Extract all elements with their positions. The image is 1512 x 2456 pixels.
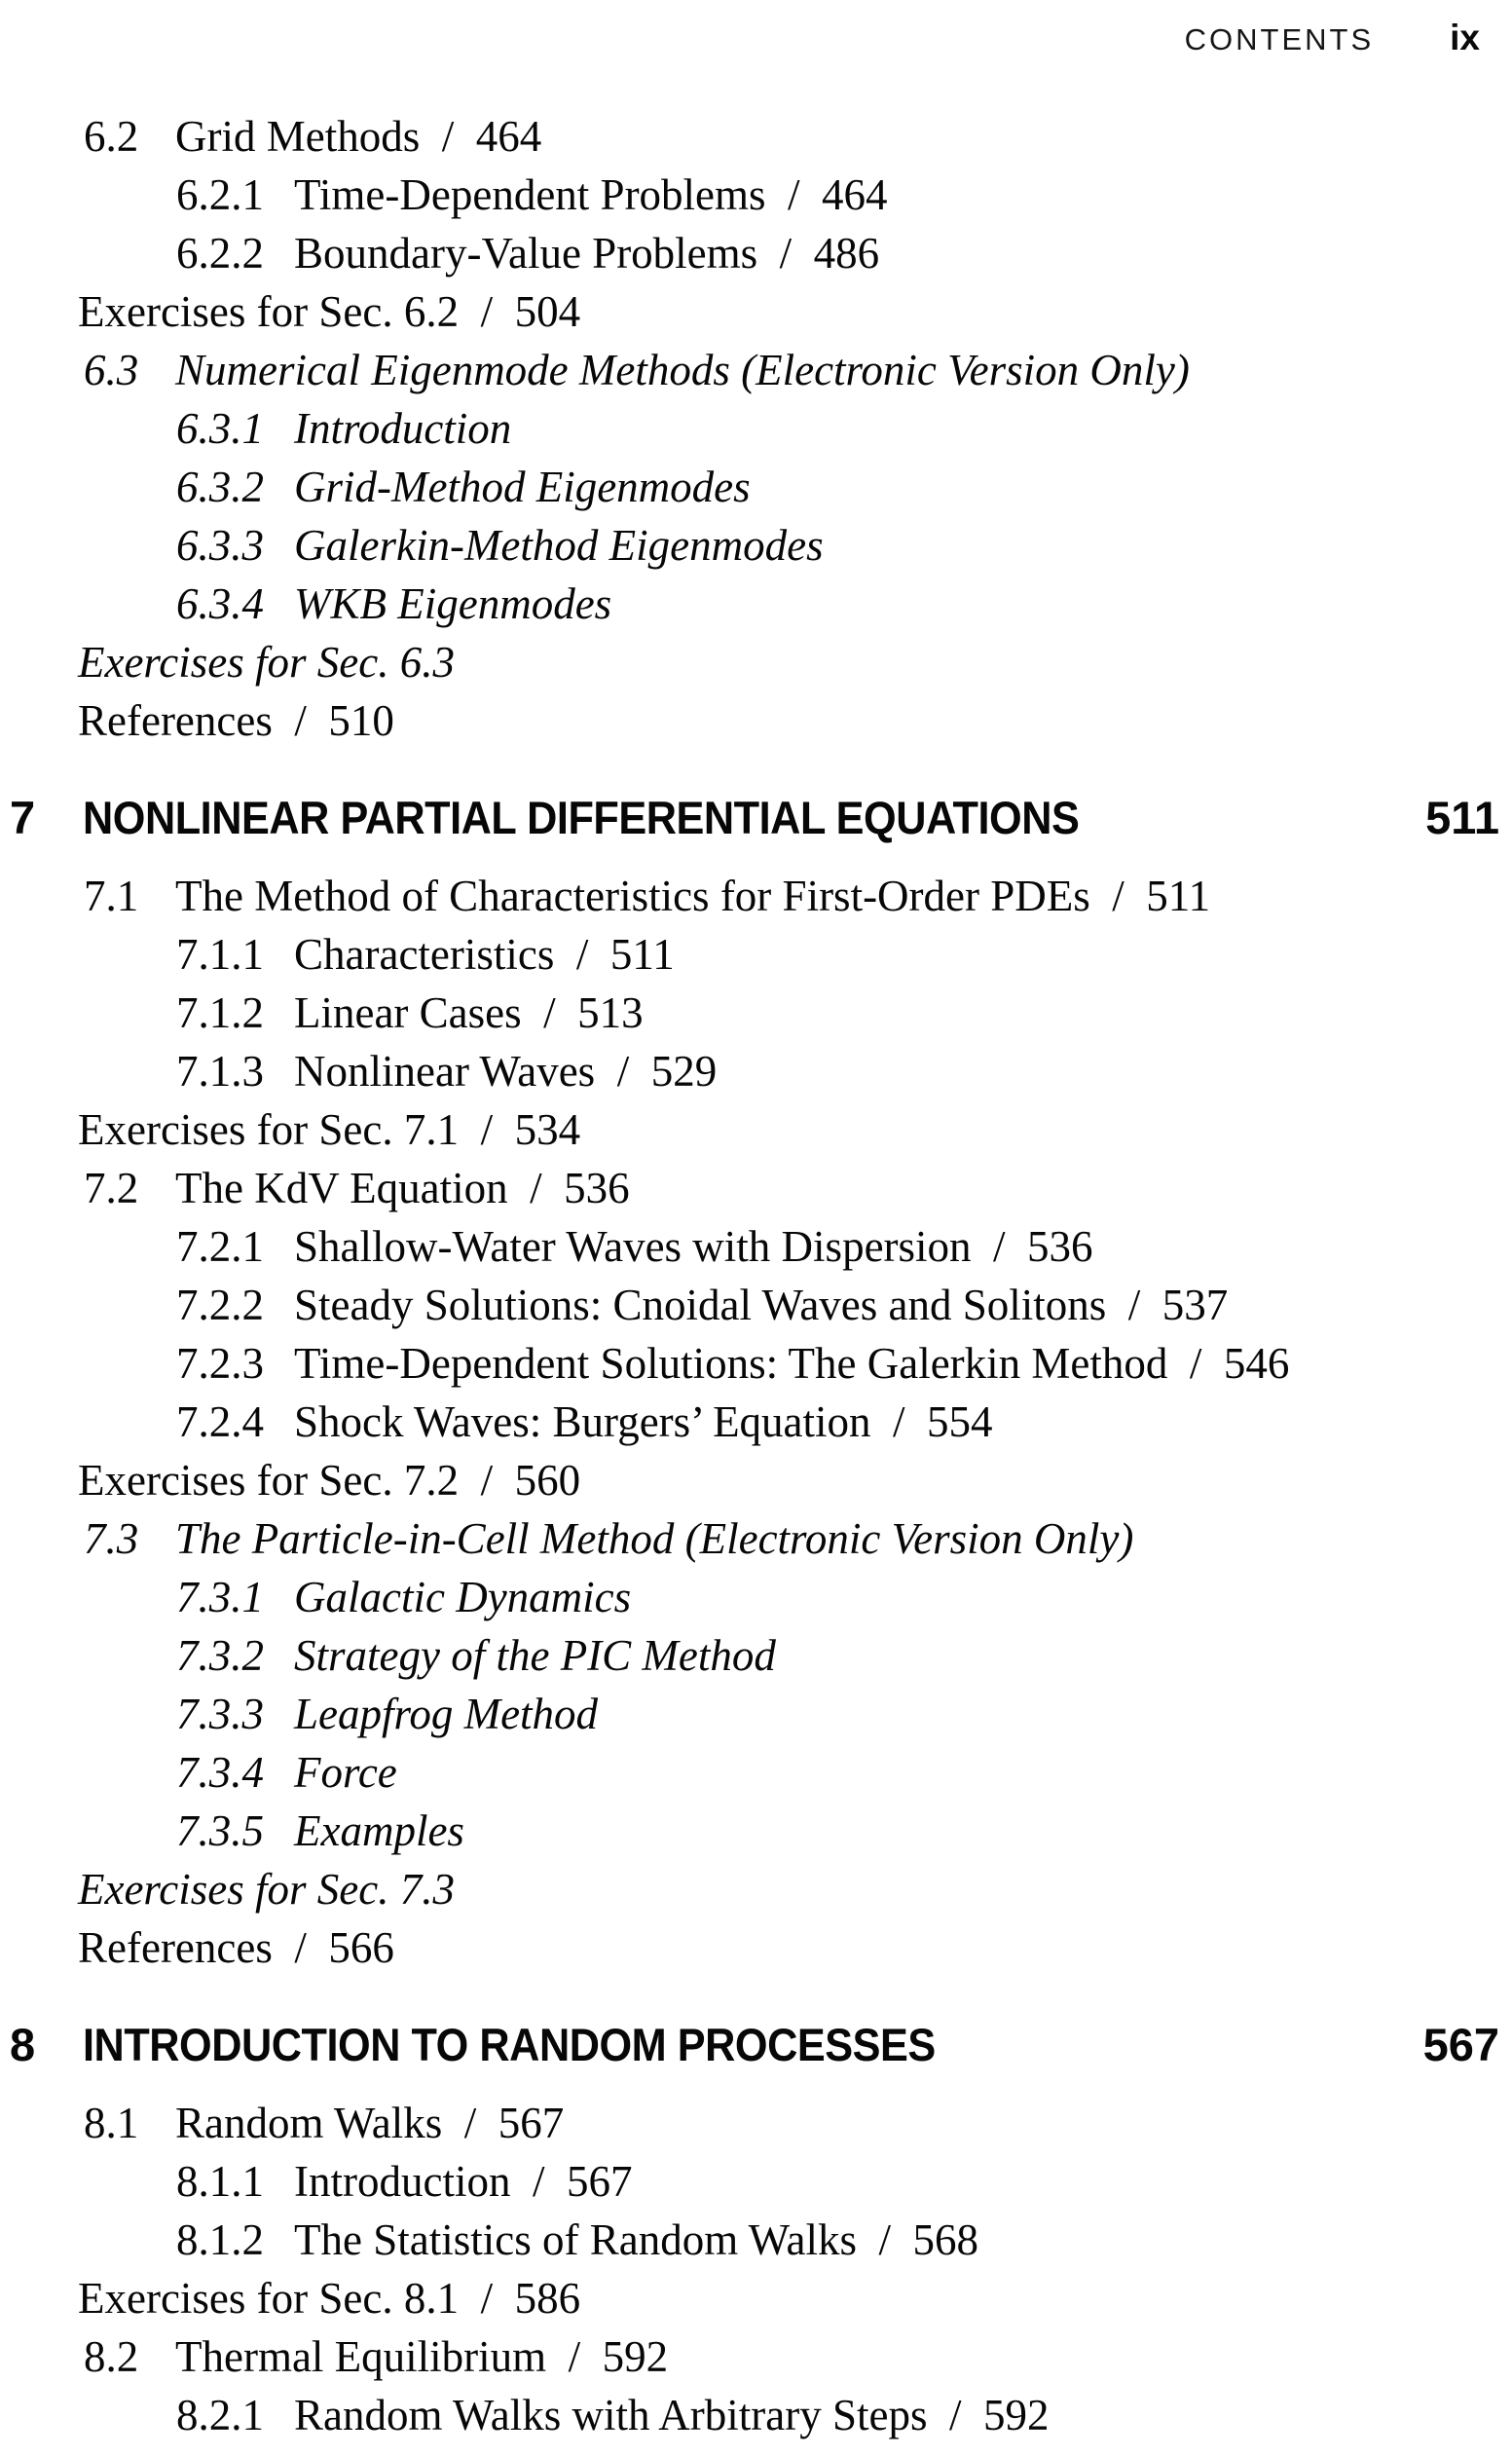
entry-title: The Particle-in-Cell Method (Electronic Version Only) bbox=[175, 1514, 1134, 1563]
entry-title: Galactic Dynamics bbox=[294, 1573, 632, 1621]
toc-entry-6.3.2 bbox=[0, 458, 1512, 516]
entry-title: Galerkin-Method Eigenmodes bbox=[294, 521, 824, 570]
chapter-number: 7 bbox=[10, 792, 36, 843]
entry-title: Strategy of the PIC Method bbox=[294, 1631, 776, 1680]
toc-entry-exercises-for-sec.-7.1 bbox=[0, 1100, 1512, 1159]
entry-number: 7.3.4 bbox=[176, 1748, 264, 1797]
entry-number: 7.1.3 bbox=[176, 1047, 264, 1096]
entry-title: Force bbox=[294, 1748, 397, 1797]
entry-number: 7.2.3 bbox=[176, 1339, 264, 1388]
entry-title: Nonlinear Waves / 529 bbox=[294, 1047, 718, 1096]
folio-page-number: ix bbox=[1450, 18, 1480, 57]
toc-list bbox=[0, 107, 1512, 2444]
toc-entry-7.2.1 bbox=[0, 1217, 1512, 1276]
toc-entry-6.2.1 bbox=[0, 166, 1512, 224]
entry-number: 7.1.1 bbox=[176, 930, 264, 979]
chapter-title: INTRODUCTION TO RANDOM PROCESSES bbox=[83, 2019, 936, 2070]
entry-number: 7.3.5 bbox=[176, 1806, 264, 1855]
entry-title: Thermal Equilibrium / 592 bbox=[175, 2332, 669, 2381]
entry-number: 7.3.1 bbox=[176, 1573, 264, 1621]
toc-entry-7.3.5 bbox=[0, 1802, 1512, 1860]
toc-entry-7.3.2 bbox=[0, 1626, 1512, 1685]
entry-title: The KdV Equation / 536 bbox=[175, 1164, 630, 1212]
entry-number: 7.2.4 bbox=[176, 1397, 264, 1446]
toc-entry-exercises-for-sec.-6.3 bbox=[0, 633, 1512, 691]
toc-entry-7.1 bbox=[0, 867, 1512, 925]
chapter-page-number: 567 bbox=[1422, 2019, 1499, 2070]
toc-entry-exercises-for-sec.-7.2 bbox=[0, 1451, 1512, 1509]
running-head-title: CONTENTS bbox=[1184, 22, 1375, 56]
entry-title: Boundary-Value Problems / 486 bbox=[294, 229, 880, 278]
entry-number: 7.3 bbox=[84, 1514, 139, 1563]
entry-number: 7.3.2 bbox=[176, 1631, 264, 1680]
toc-entry-7.1.2 bbox=[0, 984, 1512, 1042]
entry-title: References / 566 bbox=[78, 1923, 394, 1972]
entry-title: Exercises for Sec. 6.3 bbox=[78, 638, 455, 687]
entry-number: 7.3.3 bbox=[176, 1690, 264, 1738]
toc-entry-7.3 bbox=[0, 1509, 1512, 1568]
entry-title: Grid Methods / 464 bbox=[175, 112, 542, 161]
entry-number: 6.3 bbox=[84, 346, 139, 394]
toc-entry-7.3.4 bbox=[0, 1743, 1512, 1802]
entry-title: Introduction bbox=[294, 404, 512, 453]
toc-entry-6.2 bbox=[0, 107, 1512, 166]
entry-number: 6.2 bbox=[84, 112, 139, 161]
chapter-title: NONLINEAR PARTIAL DIFFERENTIAL EQUATIONS bbox=[83, 792, 1080, 843]
entry-number: 7.2.1 bbox=[176, 1222, 264, 1271]
entry-title: Exercises for Sec. 7.3 bbox=[78, 1865, 455, 1914]
entry-title: Exercises for Sec. 7.1 / 534 bbox=[78, 1105, 581, 1154]
toc-entry-7.2.2 bbox=[0, 1276, 1512, 1334]
entry-number: 6.3.2 bbox=[176, 463, 264, 511]
toc-entry-exercises-for-sec.-7.3 bbox=[0, 1860, 1512, 1918]
entry-number: 6.3.4 bbox=[176, 579, 264, 628]
chapter-page-number: 511 bbox=[1425, 792, 1499, 843]
toc-entry-references bbox=[0, 691, 1512, 750]
toc-entry-exercises-for-sec.-8.1 bbox=[0, 2269, 1512, 2327]
entry-number: 7.2.2 bbox=[176, 1281, 264, 1329]
toc-entry-7.1.1 bbox=[0, 925, 1512, 984]
entry-number: 7.1.2 bbox=[176, 988, 264, 1037]
toc-entry-8.1.2 bbox=[0, 2211, 1512, 2269]
entry-title: WKB Eigenmodes bbox=[294, 579, 612, 628]
toc-entry-8.1 bbox=[0, 2094, 1512, 2152]
entry-title: Exercises for Sec. 7.2 / 560 bbox=[78, 1456, 581, 1505]
toc-entry-8.2.1 bbox=[0, 2386, 1512, 2444]
entry-number: 8.1.1 bbox=[176, 2157, 264, 2206]
toc-entry-7.2.4 bbox=[0, 1393, 1512, 1451]
entry-title: Examples bbox=[294, 1806, 464, 1855]
entry-title: The Method of Characteristics for First-Order PDEs / 511 bbox=[175, 872, 1211, 920]
entry-title: Exercises for Sec. 8.1 / 586 bbox=[78, 2274, 581, 2323]
entry-title: Grid-Method Eigenmodes bbox=[294, 463, 751, 511]
entry-title: Introduction / 567 bbox=[294, 2157, 633, 2206]
toc-entry-7.3.1 bbox=[0, 1568, 1512, 1626]
entry-number: 6.2.1 bbox=[176, 170, 264, 219]
toc-entry-6.3.1 bbox=[0, 399, 1512, 458]
entry-title: Numerical Eigenmode Methods (Electronic Version Only) bbox=[175, 346, 1190, 394]
entry-number: 8.2 bbox=[84, 2332, 139, 2381]
toc-entry-8.2 bbox=[0, 2327, 1512, 2386]
toc-entry-6.2.2 bbox=[0, 224, 1512, 282]
entry-title: Time-Dependent Solutions: The Galerkin Method / 546 bbox=[294, 1339, 1290, 1388]
entry-title: Linear Cases / 513 bbox=[294, 988, 644, 1037]
toc-entry-exercises-for-sec.-6.2 bbox=[0, 282, 1512, 341]
entry-number: 6.3.1 bbox=[176, 404, 264, 453]
entry-title: Random Walks with Arbitrary Steps / 592 bbox=[294, 2391, 1050, 2439]
toc-entry-references bbox=[0, 1918, 1512, 1977]
entry-title: The Statistics of Random Walks / 568 bbox=[294, 2215, 978, 2264]
entry-number: 8.1.2 bbox=[176, 2215, 264, 2264]
entry-title: Shallow-Water Waves with Dispersion / 536 bbox=[294, 1222, 1093, 1271]
entry-title: Random Walks / 567 bbox=[175, 2099, 565, 2147]
toc-entry-7.3.3 bbox=[0, 1685, 1512, 1743]
page-header bbox=[0, 0, 1512, 58]
entry-number: 8.1 bbox=[84, 2099, 139, 2147]
toc-entry-6.3.3 bbox=[0, 516, 1512, 575]
entry-title: Steady Solutions: Cnoidal Waves and Solitons / 537 bbox=[294, 1281, 1229, 1329]
toc-entry-7.2 bbox=[0, 1159, 1512, 1217]
entry-number: 7.1 bbox=[84, 872, 139, 920]
toc-entry-7 bbox=[0, 789, 1512, 847]
entry-title: Characteristics / 511 bbox=[294, 930, 675, 979]
entry-number: 7.2 bbox=[84, 1164, 139, 1212]
entry-number: 8.2.1 bbox=[176, 2391, 264, 2439]
entry-number: 6.3.3 bbox=[176, 521, 264, 570]
chapter-number: 8 bbox=[10, 2019, 36, 2070]
entry-title: Leapfrog Method bbox=[294, 1690, 599, 1738]
toc-entry-6.3 bbox=[0, 341, 1512, 399]
toc-entry-8 bbox=[0, 2016, 1512, 2074]
entry-title: Time-Dependent Problems / 464 bbox=[294, 170, 888, 219]
toc-entry-6.3.4 bbox=[0, 575, 1512, 633]
toc-entry-7.2.3 bbox=[0, 1334, 1512, 1393]
toc-entry-8.1.1 bbox=[0, 2152, 1512, 2211]
entry-number: 6.2.2 bbox=[176, 229, 264, 278]
entry-title: References / 510 bbox=[78, 696, 394, 745]
toc-entry-7.1.3 bbox=[0, 1042, 1512, 1100]
entry-title: Exercises for Sec. 6.2 / 504 bbox=[78, 287, 581, 336]
entry-title: Shock Waves: Burgers’ Equation / 554 bbox=[294, 1397, 993, 1446]
